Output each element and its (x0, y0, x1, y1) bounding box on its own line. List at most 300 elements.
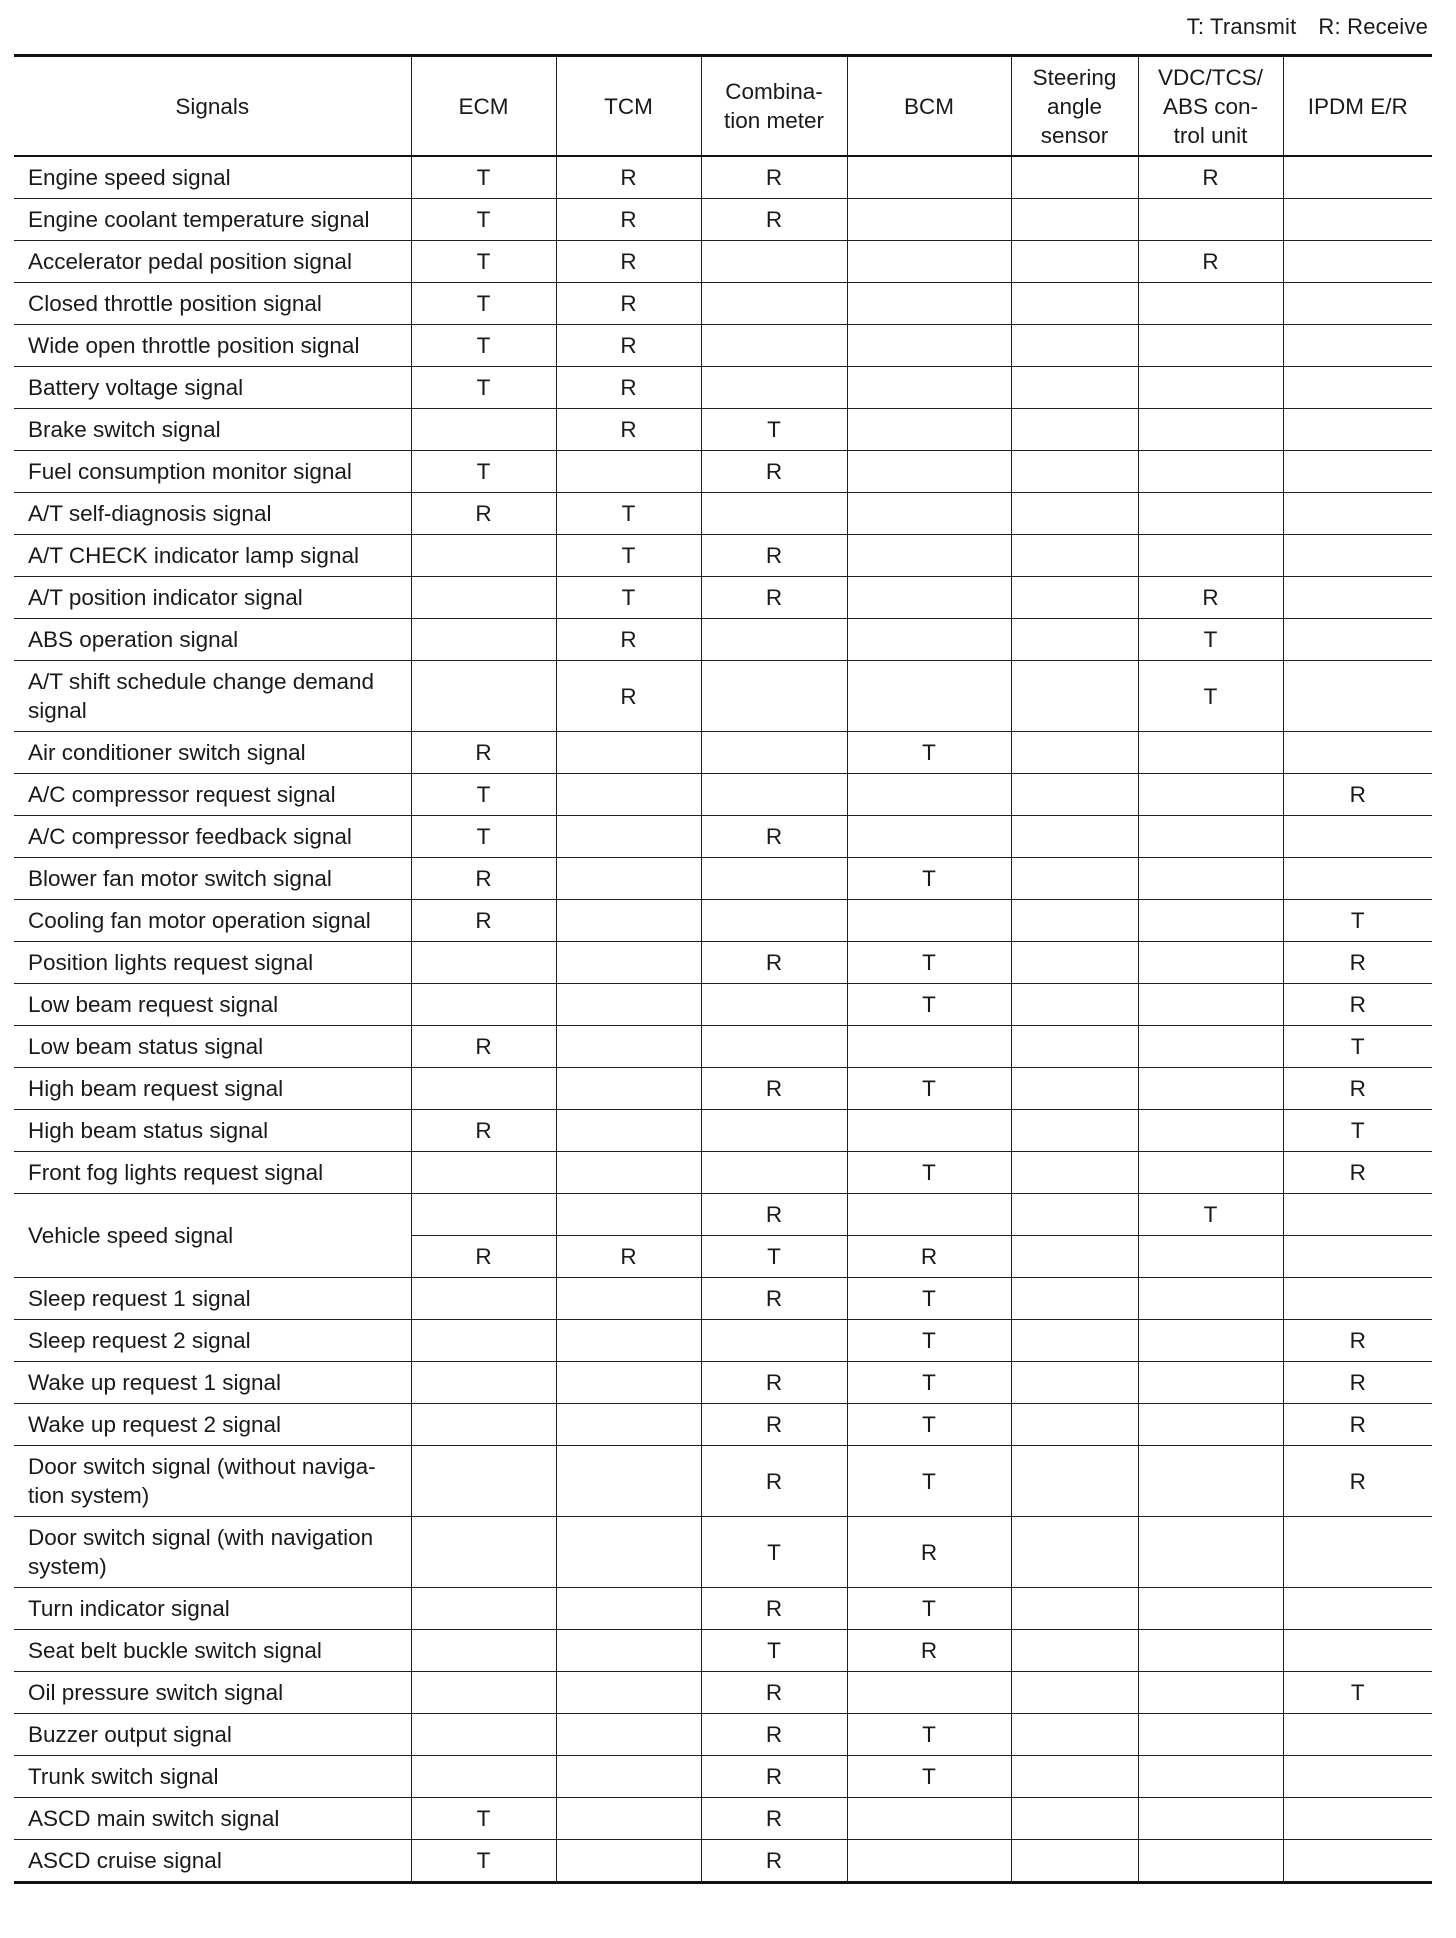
value-cell: R (1283, 1446, 1432, 1517)
value-cell: R (847, 1517, 1011, 1588)
value-cell (1138, 1320, 1283, 1362)
value-cell (1283, 1756, 1432, 1798)
table-row (14, 1840, 1432, 1883)
value-cell: R (556, 661, 701, 732)
value-cell (1011, 1320, 1138, 1362)
value-cell (1011, 1840, 1138, 1883)
value-cell: T (556, 535, 701, 577)
signal-name-cell: Engine speed signal (14, 156, 411, 199)
value-cell (701, 732, 847, 774)
value-cell: R (701, 535, 847, 577)
value-cell (1011, 774, 1138, 816)
value-cell (847, 1672, 1011, 1714)
value-cell (1138, 774, 1283, 816)
table-row (14, 367, 1432, 409)
value-cell (1138, 1278, 1283, 1320)
value-cell (556, 900, 701, 942)
value-cell: R (847, 1630, 1011, 1672)
value-cell (411, 1588, 556, 1630)
value-cell: R (556, 1236, 701, 1278)
signal-name-cell: Cooling fan motor operation signal (14, 900, 411, 942)
table-row (14, 732, 1432, 774)
table-row (14, 156, 1432, 199)
value-cell (1283, 1517, 1432, 1588)
value-cell (1011, 1362, 1138, 1404)
value-cell (556, 1672, 701, 1714)
value-cell (1138, 451, 1283, 493)
value-cell: T (847, 858, 1011, 900)
value-cell: R (701, 1672, 847, 1714)
value-cell: R (701, 1278, 847, 1320)
signal-name-cell: Oil pressure switch signal (14, 1672, 411, 1714)
value-cell (556, 816, 701, 858)
value-cell (701, 325, 847, 367)
signal-name-cell: Low beam status signal (14, 1026, 411, 1068)
signal-name-cell: A/C compressor feedback signal (14, 816, 411, 858)
value-cell: R (411, 900, 556, 942)
value-cell (1283, 241, 1432, 283)
value-cell (411, 619, 556, 661)
value-cell (411, 1404, 556, 1446)
value-cell (1283, 325, 1432, 367)
value-cell (1138, 1362, 1283, 1404)
signal-name-cell: Sleep request 1 signal (14, 1278, 411, 1320)
table-row (14, 241, 1432, 283)
signal-name-cell: Battery voltage signal (14, 367, 411, 409)
signal-name-cell: Wake up request 2 signal (14, 1404, 411, 1446)
value-cell (556, 1798, 701, 1840)
signal-name-cell: Air conditioner switch signal (14, 732, 411, 774)
value-cell (411, 1362, 556, 1404)
value-cell (1283, 1236, 1432, 1278)
column-header: Steering angle sensor (1011, 56, 1138, 157)
value-cell: R (847, 1236, 1011, 1278)
value-cell (847, 1026, 1011, 1068)
value-cell (556, 1320, 701, 1362)
table-row (14, 619, 1432, 661)
table-row (14, 493, 1432, 535)
value-cell (847, 900, 1011, 942)
value-cell: R (701, 199, 847, 241)
value-cell (847, 199, 1011, 241)
table-row (14, 1714, 1432, 1756)
value-cell (1138, 1672, 1283, 1714)
value-cell (1138, 1110, 1283, 1152)
signal-name-cell: ASCD cruise signal (14, 1840, 411, 1883)
value-cell (1011, 451, 1138, 493)
value-cell (1138, 732, 1283, 774)
value-cell (1011, 984, 1138, 1026)
value-cell: T (1138, 1194, 1283, 1236)
value-cell: T (847, 1446, 1011, 1517)
value-cell (1138, 1446, 1283, 1517)
value-cell: R (701, 1756, 847, 1798)
value-cell: T (847, 732, 1011, 774)
value-cell: T (701, 1236, 847, 1278)
legend (1187, 14, 1428, 40)
column-header: BCM (847, 56, 1011, 157)
value-cell (701, 283, 847, 325)
value-cell (1138, 858, 1283, 900)
value-cell (1138, 1840, 1283, 1883)
value-cell (1011, 1026, 1138, 1068)
value-cell (411, 409, 556, 451)
value-cell (1011, 661, 1138, 732)
value-cell (701, 493, 847, 535)
value-cell: R (701, 1068, 847, 1110)
value-cell: T (701, 409, 847, 451)
table-row (14, 858, 1432, 900)
value-cell (1011, 1278, 1138, 1320)
value-cell: T (847, 942, 1011, 984)
signal-name-cell: Turn indicator signal (14, 1588, 411, 1630)
value-cell (847, 577, 1011, 619)
signal-name-cell: High beam request signal (14, 1068, 411, 1110)
signal-name-cell: Closed throttle position signal (14, 283, 411, 325)
value-cell (1283, 1714, 1432, 1756)
value-cell: R (701, 1588, 847, 1630)
value-cell (701, 367, 847, 409)
value-cell (1283, 367, 1432, 409)
table-row (14, 1152, 1432, 1194)
value-cell (1138, 199, 1283, 241)
table-row (14, 1446, 1432, 1517)
value-cell (1138, 984, 1283, 1026)
table-row (14, 816, 1432, 858)
value-cell (1138, 1517, 1283, 1588)
value-cell: T (411, 451, 556, 493)
table-header (14, 56, 1432, 157)
table-row (14, 984, 1432, 1026)
value-cell (556, 1194, 701, 1236)
signal-name-cell: Seat belt buckle switch signal (14, 1630, 411, 1672)
value-cell: T (1138, 619, 1283, 661)
value-cell (1138, 1756, 1283, 1798)
value-cell: T (411, 156, 556, 199)
value-cell (1283, 1588, 1432, 1630)
value-cell (1138, 493, 1283, 535)
signal-name-cell: Brake switch signal (14, 409, 411, 451)
value-cell: T (847, 1404, 1011, 1446)
value-cell (1138, 942, 1283, 984)
value-cell: R (411, 1110, 556, 1152)
value-cell: R (556, 367, 701, 409)
value-cell: T (556, 577, 701, 619)
value-cell (701, 241, 847, 283)
signal-name-cell: Wake up request 1 signal (14, 1362, 411, 1404)
value-cell (1283, 577, 1432, 619)
signal-name-cell: Engine coolant temperature signal (14, 199, 411, 241)
value-cell: R (556, 325, 701, 367)
value-cell (556, 1588, 701, 1630)
can-signal-table (14, 54, 1432, 1884)
value-cell: T (411, 1840, 556, 1883)
value-cell (556, 1840, 701, 1883)
value-cell (1283, 1278, 1432, 1320)
value-cell (1011, 367, 1138, 409)
signal-name-cell: Accelerator pedal position signal (14, 241, 411, 283)
value-cell (1283, 493, 1432, 535)
table-row (14, 1798, 1432, 1840)
value-cell (556, 1362, 701, 1404)
value-cell (701, 774, 847, 816)
value-cell (701, 1152, 847, 1194)
value-cell: R (701, 816, 847, 858)
value-cell: T (411, 199, 556, 241)
table-row (14, 1320, 1432, 1362)
value-cell (411, 1320, 556, 1362)
value-cell: R (701, 1840, 847, 1883)
value-cell (1283, 535, 1432, 577)
value-cell (1283, 619, 1432, 661)
value-cell (556, 984, 701, 1026)
value-cell (1011, 1798, 1138, 1840)
table-row (14, 1588, 1432, 1630)
table-row (14, 535, 1432, 577)
value-cell (701, 984, 847, 1026)
value-cell (1011, 1714, 1138, 1756)
value-cell (1011, 942, 1138, 984)
signal-name-cell: ASCD main switch signal (14, 1798, 411, 1840)
table-row (14, 1517, 1432, 1588)
value-cell (847, 451, 1011, 493)
column-header: IPDM E/R (1283, 56, 1432, 157)
value-cell (411, 984, 556, 1026)
value-cell: R (701, 1446, 847, 1517)
value-cell (556, 942, 701, 984)
value-cell (1011, 816, 1138, 858)
value-cell (1011, 577, 1138, 619)
table-row (14, 1756, 1432, 1798)
signal-name-cell: Low beam request signal (14, 984, 411, 1026)
value-cell: R (411, 732, 556, 774)
value-cell (701, 619, 847, 661)
value-cell (556, 1756, 701, 1798)
signal-name-cell: Vehicle speed signal (14, 1194, 411, 1278)
value-cell (847, 493, 1011, 535)
table-row (14, 451, 1432, 493)
value-cell (556, 1152, 701, 1194)
value-cell: R (701, 1714, 847, 1756)
value-cell (556, 451, 701, 493)
value-cell: R (1283, 1152, 1432, 1194)
header-row (14, 56, 1432, 157)
value-cell (411, 1068, 556, 1110)
value-cell: R (1283, 1404, 1432, 1446)
value-cell: R (411, 493, 556, 535)
signal-name-cell: A/T position indicator signal (14, 577, 411, 619)
value-cell (1138, 1798, 1283, 1840)
value-cell (411, 1278, 556, 1320)
value-cell (1011, 1110, 1138, 1152)
value-cell: T (847, 1278, 1011, 1320)
value-cell (411, 942, 556, 984)
value-cell: R (701, 1404, 847, 1446)
value-cell (556, 1446, 701, 1517)
value-cell (1283, 816, 1432, 858)
value-cell: R (701, 942, 847, 984)
value-cell (1283, 1840, 1432, 1883)
value-cell (1138, 1068, 1283, 1110)
table-body (14, 156, 1432, 1883)
value-cell (411, 577, 556, 619)
value-cell (847, 816, 1011, 858)
value-cell (1011, 241, 1138, 283)
value-cell: T (847, 984, 1011, 1026)
value-cell: R (1138, 156, 1283, 199)
table-row (14, 325, 1432, 367)
signal-name-cell: A/C compressor request signal (14, 774, 411, 816)
value-cell: T (411, 774, 556, 816)
table-row (14, 1672, 1432, 1714)
value-cell: R (701, 1798, 847, 1840)
value-cell (556, 1630, 701, 1672)
signal-name-cell: A/T shift schedule change demand signal (14, 661, 411, 732)
value-cell (1283, 1798, 1432, 1840)
value-cell: T (1283, 1110, 1432, 1152)
signal-name-cell: Sleep request 2 signal (14, 1320, 411, 1362)
value-cell: T (411, 816, 556, 858)
value-cell (411, 1630, 556, 1672)
value-cell (847, 241, 1011, 283)
column-header: Combina- tion meter (701, 56, 847, 157)
value-cell (1011, 493, 1138, 535)
value-cell (1283, 1194, 1432, 1236)
table-row (14, 1278, 1432, 1320)
value-cell: R (1283, 1362, 1432, 1404)
signal-name-cell: A/T CHECK indicator lamp signal (14, 535, 411, 577)
value-cell (1138, 325, 1283, 367)
value-cell (1138, 535, 1283, 577)
value-cell (1138, 816, 1283, 858)
value-cell (1011, 1068, 1138, 1110)
value-cell: T (1283, 900, 1432, 942)
value-cell (847, 774, 1011, 816)
value-cell (847, 619, 1011, 661)
value-cell (1283, 451, 1432, 493)
value-cell: T (1138, 661, 1283, 732)
value-cell (701, 858, 847, 900)
value-cell: R (1138, 577, 1283, 619)
legend-receive: R: Receive (1318, 14, 1428, 39)
signal-name-cell: Door switch signal (with navigation system) (14, 1517, 411, 1588)
value-cell (701, 661, 847, 732)
value-cell: R (701, 577, 847, 619)
signal-name-cell: Blower fan motor switch signal (14, 858, 411, 900)
value-cell (1138, 367, 1283, 409)
value-cell: R (701, 451, 847, 493)
signal-name-cell: Buzzer output signal (14, 1714, 411, 1756)
value-cell: R (701, 1362, 847, 1404)
value-cell: R (1283, 942, 1432, 984)
table-row (14, 1026, 1432, 1068)
value-cell: R (1138, 241, 1283, 283)
signal-name-cell: Fuel consumption monitor signal (14, 451, 411, 493)
value-cell (1011, 619, 1138, 661)
value-cell (1011, 1630, 1138, 1672)
value-cell: T (847, 1068, 1011, 1110)
value-cell: R (1283, 984, 1432, 1026)
value-cell: T (1283, 1672, 1432, 1714)
value-cell (701, 1026, 847, 1068)
value-cell (847, 1194, 1011, 1236)
value-cell: T (556, 493, 701, 535)
value-cell (1138, 1714, 1283, 1756)
value-cell (847, 367, 1011, 409)
value-cell (847, 1840, 1011, 1883)
value-cell: T (847, 1756, 1011, 1798)
value-cell (1138, 409, 1283, 451)
value-cell (701, 900, 847, 942)
value-cell (1138, 1630, 1283, 1672)
value-cell (411, 1756, 556, 1798)
table-row (14, 1068, 1432, 1110)
value-cell (1138, 1152, 1283, 1194)
value-cell: T (847, 1320, 1011, 1362)
value-cell (1011, 1446, 1138, 1517)
value-cell (556, 1278, 701, 1320)
value-cell (847, 325, 1011, 367)
value-cell (411, 1517, 556, 1588)
value-cell (556, 732, 701, 774)
value-cell (847, 1110, 1011, 1152)
value-cell (1011, 1672, 1138, 1714)
signal-name-cell: Door switch signal (without naviga- tion system) (14, 1446, 411, 1517)
value-cell (1011, 409, 1138, 451)
value-cell: T (847, 1588, 1011, 1630)
value-cell: T (411, 325, 556, 367)
value-cell: T (411, 367, 556, 409)
value-cell (1011, 283, 1138, 325)
value-cell (1283, 858, 1432, 900)
value-cell: R (556, 409, 701, 451)
table-row (14, 1630, 1432, 1672)
table-row (14, 409, 1432, 451)
value-cell (556, 1517, 701, 1588)
value-cell: R (701, 1194, 847, 1236)
value-cell (411, 535, 556, 577)
value-cell: T (411, 241, 556, 283)
value-cell (1011, 1236, 1138, 1278)
value-cell: R (1283, 774, 1432, 816)
legend-transmit: T: Transmit (1186, 14, 1297, 39)
value-cell (1011, 1404, 1138, 1446)
value-cell (411, 1672, 556, 1714)
signal-name-cell: Trunk switch signal (14, 1756, 411, 1798)
value-cell (847, 1798, 1011, 1840)
value-cell (411, 1446, 556, 1517)
value-cell: R (556, 199, 701, 241)
value-cell (556, 1068, 701, 1110)
value-cell (847, 661, 1011, 732)
value-cell (1011, 535, 1138, 577)
value-cell: R (556, 619, 701, 661)
table-row (14, 1362, 1432, 1404)
value-cell (1011, 1194, 1138, 1236)
value-cell: T (1283, 1026, 1432, 1068)
value-cell (1011, 900, 1138, 942)
table-row (14, 1194, 1432, 1236)
value-cell (1011, 1152, 1138, 1194)
value-cell (1283, 409, 1432, 451)
column-header: TCM (556, 56, 701, 157)
value-cell (1011, 325, 1138, 367)
value-cell (1138, 1236, 1283, 1278)
value-cell (556, 774, 701, 816)
value-cell (1011, 1756, 1138, 1798)
value-cell: T (847, 1714, 1011, 1756)
value-cell: T (701, 1517, 847, 1588)
